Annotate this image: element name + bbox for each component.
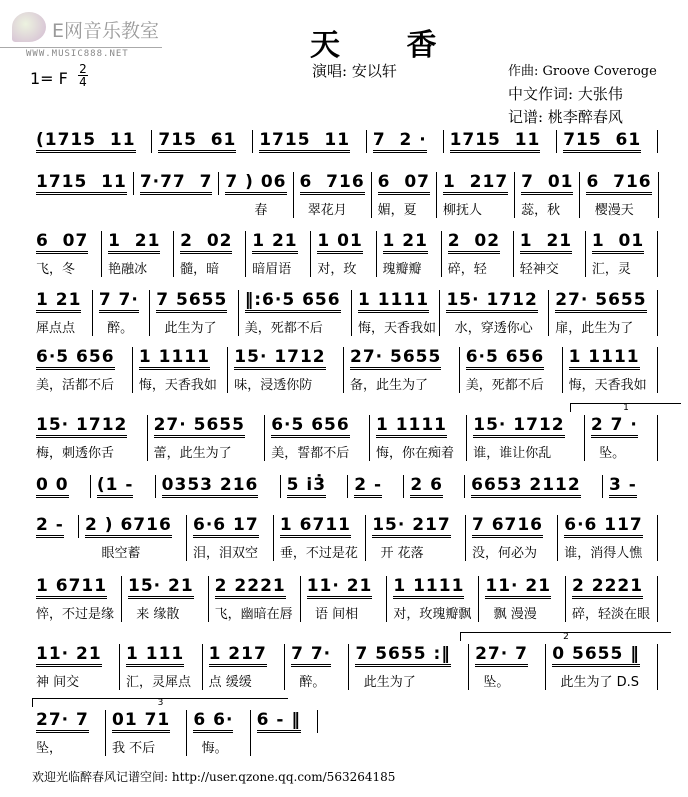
measure (30, 172, 134, 195)
lyric: 此生为了 (355, 675, 416, 690)
measure (404, 475, 465, 498)
lyric: 樱漫天 (586, 203, 634, 218)
lyric: 点 缓缓 (208, 675, 252, 690)
measure (563, 347, 658, 393)
lyric: 对，玫瑰瓣飘 (393, 607, 472, 622)
measure (387, 576, 479, 622)
measure (281, 475, 349, 498)
measure-notes: 6·5 656 (271, 415, 350, 438)
measure-notes: 1 6711 (280, 515, 351, 538)
lyric: 悴，不过是缘 (36, 607, 115, 622)
measure-notes: 2 2221 (572, 576, 643, 599)
measure (148, 415, 266, 461)
measure-notes: 6·5 656 (466, 347, 545, 370)
measure-notes: 1 6711 (36, 576, 107, 599)
measure-notes: 01 71 (112, 710, 170, 733)
score-row (30, 347, 658, 393)
measure-notes: 15· 1712 (234, 347, 325, 370)
lyric: 瑰瓣瓣 (382, 262, 422, 277)
leaf-logo-icon (12, 12, 46, 42)
measure-notes: 7 6716 (472, 515, 543, 538)
measure-notes: ‖:6·5 656 (245, 290, 341, 313)
lyric: 对，玫 (317, 262, 357, 277)
measure (30, 347, 133, 393)
measure (367, 130, 444, 153)
measure (370, 415, 467, 461)
lyric: 悔，天香我如 (357, 321, 436, 336)
measure (469, 644, 546, 690)
measure-notes: 2 - (36, 515, 64, 538)
time-signature-top: 2 (79, 62, 87, 76)
lyric: 我 不后 (112, 741, 156, 756)
measure (440, 290, 549, 336)
score-row (30, 172, 658, 218)
measure-notes: 1 1111 (139, 347, 210, 370)
time-signature-bottom: 4 (79, 75, 87, 89)
lyric: 轻神交 (519, 262, 559, 277)
measure (549, 290, 658, 336)
measure-notes: 6 - ‖ (257, 710, 301, 733)
measure-notes: 2 02 (448, 231, 500, 254)
measure (546, 644, 658, 690)
measure-notes: 6 07 (36, 231, 88, 254)
lyric: 媚，夏 (377, 203, 417, 218)
lyric: 眼空蓄 (85, 546, 141, 561)
measure-notes: 7 7· (99, 290, 139, 313)
measure-notes: 0 5655 ‖ (552, 644, 639, 667)
measure-notes: 1 21 (252, 231, 297, 254)
measure (219, 172, 293, 218)
measure-notes: 6·5 656 (36, 347, 115, 370)
measure-notes: 7 01 (521, 172, 573, 195)
lyric: 翠花月 (299, 203, 347, 218)
measure-notes: 15· 1712 (446, 290, 537, 313)
measure-notes: 1 21 (108, 231, 160, 254)
measure (301, 576, 388, 622)
score-row (30, 515, 658, 561)
measure (174, 231, 246, 277)
lyric: 此生为了 (156, 321, 217, 336)
measure-notes: 2 7 · (591, 415, 638, 438)
measure-notes: 1715 11 (36, 172, 127, 195)
measure-notes: 7 2 · (373, 130, 427, 153)
lyric: 神 间交 (36, 675, 80, 690)
measure (187, 515, 274, 561)
measure (467, 415, 585, 461)
measure (30, 515, 79, 538)
song-title: 天 香 (310, 28, 465, 63)
measure (246, 231, 311, 277)
measure-notes: 715 61 (158, 130, 236, 153)
measure (203, 644, 286, 690)
lyric: 醉。 (291, 675, 326, 690)
site-url: WWW.MUSIC888.NET (26, 49, 129, 59)
measure (586, 231, 658, 277)
measure (585, 415, 658, 461)
measure-notes: 1 01 (592, 231, 644, 254)
key-signature: 1= F (30, 69, 68, 88)
measure (580, 172, 658, 218)
measure (102, 231, 174, 277)
measure (30, 130, 152, 153)
score-row (30, 698, 318, 756)
measure (265, 415, 370, 461)
lyric: 暗眉语 (252, 262, 292, 277)
measure-notes: 11· 21 (485, 576, 551, 599)
lyric: 悔，天香我如 (568, 378, 647, 393)
lyric: 蕊，秋 (521, 203, 561, 218)
measure (122, 576, 209, 622)
measure (558, 515, 658, 561)
measure-notes: 2 - (354, 475, 382, 498)
lyric: 悔。 (193, 741, 228, 756)
lyric: 水，穿透你心 (446, 321, 533, 336)
measure-notes: 1 21 (520, 231, 572, 254)
measure-notes: 2 02 (180, 231, 232, 254)
measure-notes: 1715 11 (450, 130, 541, 153)
lyric: 此生为了 D.S (552, 675, 640, 690)
measure-notes: 7 ) 06 (225, 172, 286, 195)
measure-notes: 6 6· (193, 710, 233, 733)
lyric: 悔，天香我如 (138, 378, 217, 393)
measure (515, 172, 580, 218)
measure-notes: 15· 1712 (473, 415, 564, 438)
measure (285, 644, 349, 690)
measure-notes: 15· 21 (128, 576, 194, 599)
measure (30, 231, 102, 277)
measure (372, 172, 437, 218)
measure (465, 475, 603, 498)
lyric: 味，浸透你防 (234, 378, 313, 393)
lyric: 犀点点 (36, 321, 76, 336)
measure (30, 644, 120, 690)
measure-notes: 1 01 (317, 231, 362, 254)
measure (120, 644, 203, 690)
measure (466, 515, 558, 561)
measure-notes: 7 5655 :‖ (355, 644, 450, 667)
measure-notes: 715 61 (563, 130, 641, 153)
lyric: 来 缘散 (128, 607, 180, 622)
measure (603, 475, 658, 498)
measure (437, 172, 515, 218)
lyric: 垂，不过是花 (279, 546, 358, 561)
volta-bracket: 1 (570, 403, 681, 412)
lyric: 语 间相 (306, 607, 359, 622)
volta-bracket: 2 (460, 632, 671, 641)
measure (209, 576, 301, 622)
measure-notes: 2 ) 6716 (85, 515, 172, 538)
measure (93, 290, 150, 336)
score-row (30, 576, 658, 622)
measure (134, 172, 220, 195)
measure (91, 475, 156, 498)
measure-notes: 27· 5655 (555, 290, 646, 313)
measure (311, 231, 376, 277)
measure-notes: 6·6 117 (564, 515, 643, 538)
lyric: 悔，你在痴着 (375, 446, 454, 461)
measure-notes: (1 - (97, 475, 134, 498)
lyric: 汇，灵 (591, 262, 631, 277)
measure (377, 231, 442, 277)
lyric: 坠。 (475, 675, 510, 690)
measure (187, 710, 250, 756)
measure-notes: 2 6 (410, 475, 443, 498)
lyric: 美，活都不后 (36, 378, 115, 393)
measure-notes: 0 0 (36, 475, 69, 498)
measure (274, 515, 366, 561)
score-row (30, 290, 658, 336)
lyric: 谁，谁让你乱 (473, 446, 552, 461)
score-row (30, 403, 658, 461)
measure (514, 231, 586, 277)
site-logo[interactable] (6, 10, 166, 48)
measure (253, 130, 367, 153)
lyricist: 中文作词: 大张伟 (508, 85, 623, 103)
measure (366, 515, 466, 561)
logo-divider (0, 47, 162, 48)
measure-notes: 1 217 (209, 644, 267, 667)
measure-notes: 27· 7 (36, 710, 89, 733)
lyric: 汇，灵犀点 (126, 675, 192, 690)
measure-notes: 7 7· (291, 644, 331, 667)
measure-notes: 7 5655 (156, 290, 227, 313)
measure (239, 290, 352, 336)
measure (106, 710, 187, 756)
measure (152, 130, 253, 153)
footer-text: 欢迎光临醉春风记谱空间: http://user.qzone.qq.com/563264185 (32, 770, 396, 784)
measure-notes: 3 - (609, 475, 637, 498)
measure (251, 710, 318, 733)
measure-notes: 1 1111 (358, 290, 429, 313)
measure-notes: 27· 5655 (350, 347, 441, 370)
measure (294, 172, 372, 218)
measure (30, 576, 122, 622)
measure-notes: 1 1111 (569, 347, 640, 370)
score-row (30, 632, 658, 690)
measure-notes: 27· 5655 (154, 415, 245, 438)
lyric: 坠。 (590, 446, 626, 461)
measure-notes: 6 716 (586, 172, 651, 195)
lyric: 美，誓都不后 (271, 446, 350, 461)
measure (156, 475, 281, 498)
score-row (30, 475, 658, 498)
singer: 演唱: 安以轩 (312, 62, 397, 80)
lyric: 扉，此生为了 (555, 321, 634, 336)
lyric: 柳抚人 (443, 203, 483, 218)
measure (30, 415, 148, 461)
measure (344, 347, 460, 393)
measure-notes: 11· 21 (307, 576, 373, 599)
measure-notes: 1 21 (383, 231, 428, 254)
measure (479, 576, 566, 622)
lyric: 备，此生为了 (349, 378, 428, 393)
measure-notes: 1 111 (126, 644, 184, 667)
lyric: 没，何必为 (471, 546, 537, 561)
measure-notes: 0353 216 (162, 475, 259, 498)
lyric: 开 花落 (372, 546, 424, 561)
measure (150, 290, 238, 336)
measure (352, 290, 440, 336)
measure (30, 475, 91, 498)
lyric: 美，死都不后 (465, 378, 544, 393)
measure-notes: 1715 11 (259, 130, 350, 153)
measure (444, 130, 558, 153)
time-signature (78, 63, 88, 88)
measure-notes: 1 21 (36, 290, 81, 313)
lyric: 美，死都不后 (244, 321, 323, 336)
lyric: 髓，暗 (180, 262, 220, 277)
measure (460, 347, 563, 393)
measure-notes: 1 1111 (393, 576, 464, 599)
composer: 作曲: Groove Coveroge (508, 64, 657, 79)
measure (79, 515, 187, 561)
measure-notes: 6 716 (300, 172, 365, 195)
logo-text: E网音乐教室 (52, 20, 160, 42)
lyric: 艳融冰 (108, 262, 148, 277)
score-row (30, 130, 658, 153)
measure-notes: 5 i̇3̇ (287, 475, 326, 498)
lyric: 坠， (36, 741, 63, 756)
measure (228, 347, 344, 393)
lyric: 泪，泪双空 (193, 546, 259, 561)
lyric: 梅，刺透你舌 (36, 446, 115, 461)
lyric: 飞，幽暗在唇 (214, 607, 293, 622)
volta-bracket: 3 (32, 698, 288, 707)
measure-notes: 11· 21 (36, 644, 102, 667)
measure (30, 290, 93, 336)
measure-notes: 27· 7 (475, 644, 528, 667)
lyric: 蕾，此生为了 (153, 446, 232, 461)
lyric: 谁，消得人憔 (564, 546, 643, 561)
measure (133, 347, 228, 393)
measure-notes: 15· 1712 (36, 415, 127, 438)
measure-notes: (1715 11 (36, 130, 136, 153)
measure-notes: 1 1111 (376, 415, 447, 438)
measure-notes: 2 2221 (215, 576, 286, 599)
measure-notes: 15· 217 (372, 515, 451, 538)
lyric: 醉。 (98, 321, 134, 336)
measure (442, 231, 514, 277)
measure (348, 475, 404, 498)
measure-notes: 6 07 (378, 172, 430, 195)
measure (566, 576, 658, 622)
measure (30, 710, 106, 756)
measure (349, 644, 469, 690)
measure-notes: 6653 2112 (471, 475, 581, 498)
transcriber: 记谱: 桃李醉春风 (508, 108, 623, 126)
lyric: 飞，冬 (36, 262, 76, 277)
lyric: 碎，轻 (447, 262, 487, 277)
measure-notes: 1 217 (443, 172, 508, 195)
score-row (30, 231, 658, 277)
measure-notes: 7·77 7 (140, 172, 213, 195)
measure (557, 130, 658, 153)
lyric: 碎，轻淡在眼 (572, 607, 651, 622)
lyric: 春 (225, 203, 268, 218)
measure-notes: 6·6 17 (193, 515, 259, 538)
lyric: 飘 漫漫 (485, 607, 537, 622)
